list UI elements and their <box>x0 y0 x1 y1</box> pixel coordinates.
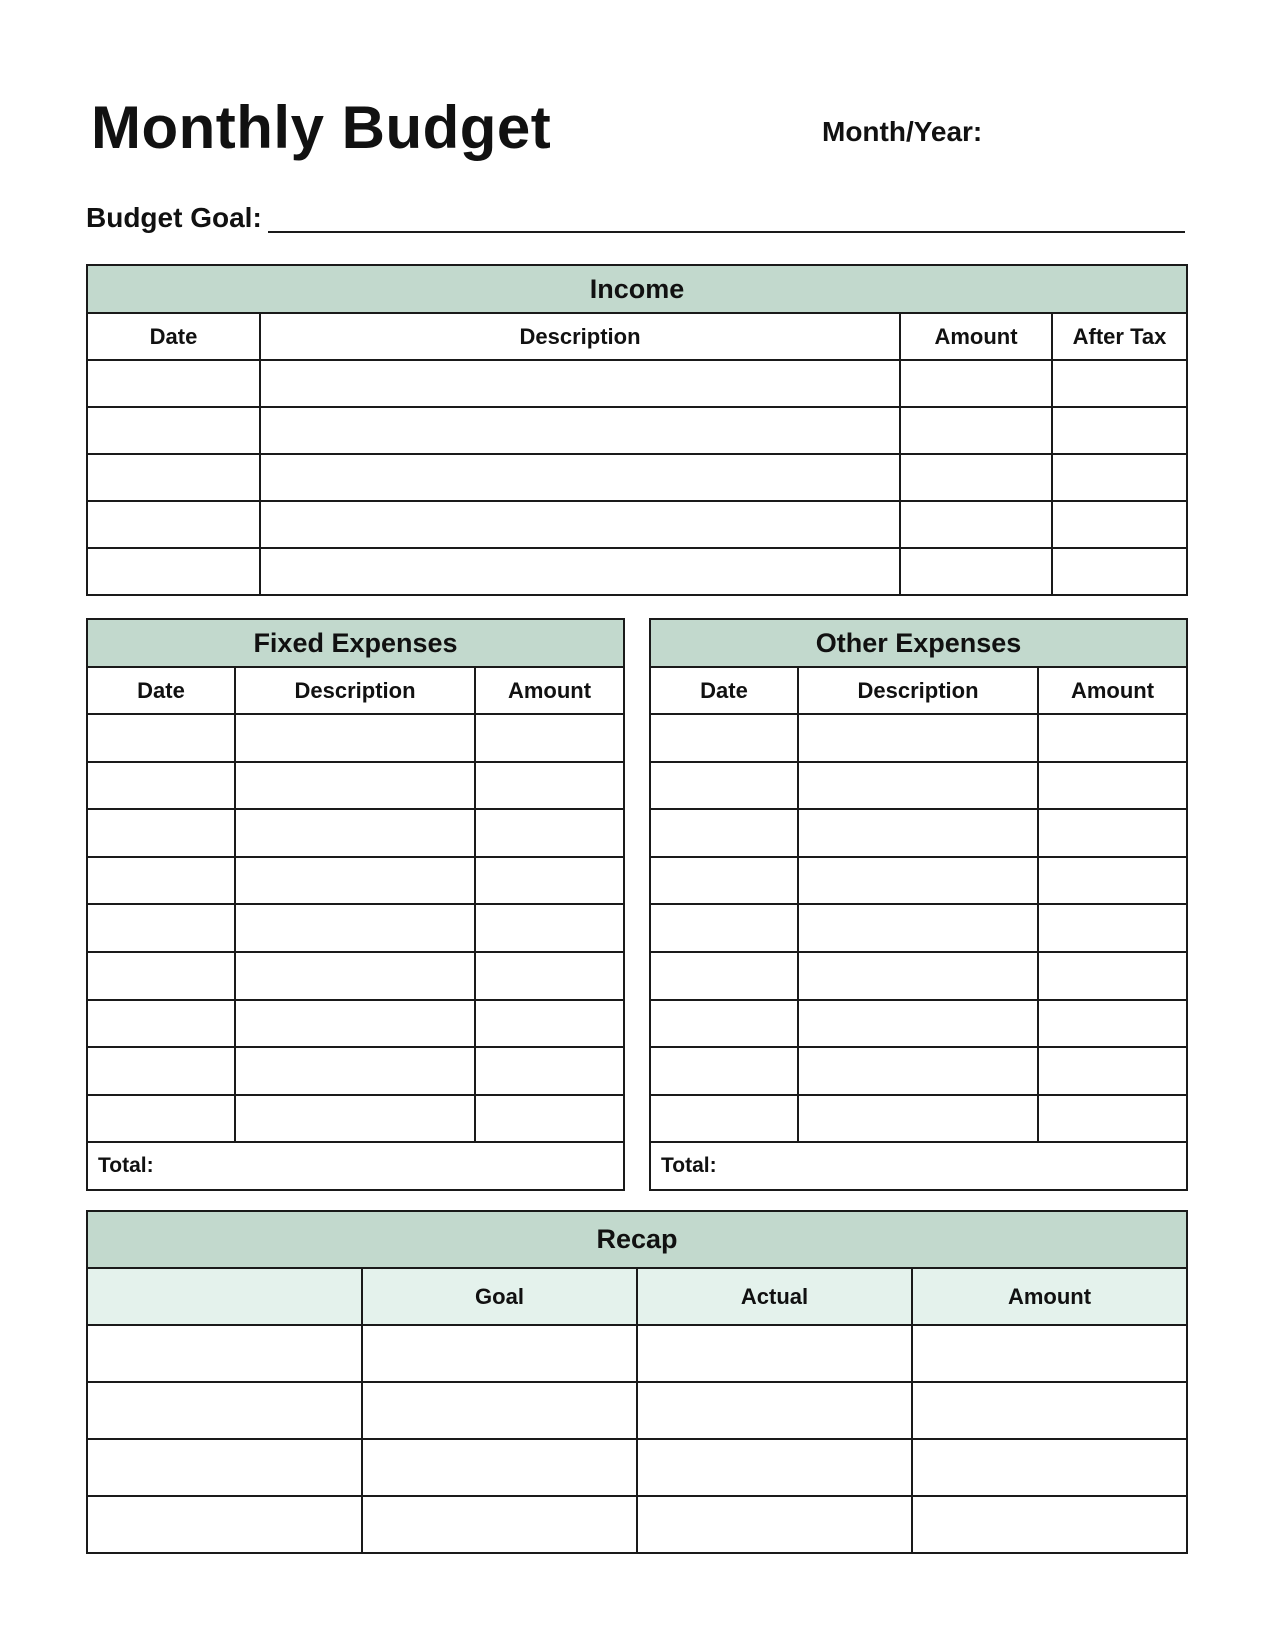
table-cell[interactable] <box>87 952 235 1000</box>
table-cell[interactable] <box>1038 1000 1187 1048</box>
table-cell[interactable] <box>1052 407 1187 454</box>
table-row <box>87 762 624 810</box>
other-col-date: Date <box>650 667 798 714</box>
table-row <box>650 1047 1187 1095</box>
table-cell[interactable] <box>87 1000 235 1048</box>
budget-goal-label: Budget Goal: <box>86 202 262 233</box>
table-cell[interactable] <box>87 1496 362 1553</box>
other-expenses-table <box>649 618 1188 1191</box>
table-cell[interactable] <box>1038 1047 1187 1095</box>
fixed-expenses-table <box>86 618 625 1191</box>
other-expenses-title: Other Expenses <box>650 619 1187 667</box>
table-cell[interactable] <box>912 1496 1187 1553</box>
table-cell[interactable] <box>87 407 260 454</box>
table-cell[interactable] <box>900 454 1052 501</box>
table-cell[interactable] <box>650 809 798 857</box>
table-cell[interactable] <box>637 1325 912 1382</box>
table-cell[interactable] <box>87 548 260 595</box>
table-cell[interactable] <box>637 1382 912 1439</box>
fixed-col-description: Description <box>235 667 475 714</box>
table-cell[interactable] <box>87 857 235 905</box>
table-row <box>87 714 624 762</box>
table-cell[interactable] <box>1038 904 1187 952</box>
table-row <box>87 1382 1187 1439</box>
table-cell[interactable] <box>1052 360 1187 407</box>
table-row <box>87 407 1187 454</box>
table-cell[interactable] <box>87 904 235 952</box>
budget-goal-line[interactable] <box>268 231 1185 233</box>
table-cell[interactable] <box>475 714 624 762</box>
table-cell[interactable] <box>235 904 475 952</box>
month-year-label: Month/Year: <box>822 116 983 147</box>
table-row <box>87 501 1187 548</box>
other-col-amount: Amount <box>1038 667 1187 714</box>
table-cell[interactable] <box>650 904 798 952</box>
table-cell[interactable] <box>475 857 624 905</box>
table-row <box>87 360 1187 407</box>
table-row <box>87 1095 624 1143</box>
table-cell[interactable] <box>362 1496 637 1553</box>
table-cell[interactable] <box>475 809 624 857</box>
table-row <box>87 1047 624 1095</box>
fixed-expenses-title: Fixed Expenses <box>87 619 624 667</box>
table-row <box>87 1496 1187 1553</box>
table-row <box>650 1000 1187 1048</box>
table-cell[interactable] <box>798 857 1038 905</box>
table-row <box>87 454 1187 501</box>
table-cell[interactable] <box>87 1095 235 1143</box>
table-row <box>87 1439 1187 1496</box>
table-cell[interactable] <box>87 454 260 501</box>
table-cell[interactable] <box>798 762 1038 810</box>
other-col-description: Description <box>798 667 1038 714</box>
table-cell[interactable] <box>912 1439 1187 1496</box>
table-cell[interactable] <box>475 952 624 1000</box>
table-cell[interactable] <box>260 501 900 548</box>
table-cell[interactable] <box>260 360 900 407</box>
table-cell[interactable] <box>650 762 798 810</box>
other-total-label: Total: <box>661 1154 717 1178</box>
table-cell[interactable] <box>900 360 1052 407</box>
table-cell[interactable] <box>475 904 624 952</box>
table-row <box>87 952 624 1000</box>
table-cell[interactable] <box>235 809 475 857</box>
recap-table <box>86 1210 1188 1554</box>
table-cell[interactable] <box>87 714 235 762</box>
other-expenses-total[interactable] <box>650 1142 1187 1190</box>
recap-col-blank <box>87 1268 362 1325</box>
table-cell[interactable] <box>235 762 475 810</box>
table-cell[interactable] <box>798 1095 1038 1143</box>
recap-col-amount: Amount <box>912 1268 1187 1325</box>
table-cell[interactable] <box>650 952 798 1000</box>
table-cell[interactable] <box>87 762 235 810</box>
table-cell[interactable] <box>798 1047 1038 1095</box>
table-cell[interactable] <box>87 1325 362 1382</box>
table-cell[interactable] <box>798 1000 1038 1048</box>
page-title: Monthly Budget <box>91 94 552 161</box>
table-cell[interactable] <box>650 857 798 905</box>
table-row <box>87 904 624 952</box>
table-row <box>650 952 1187 1000</box>
table-cell[interactable] <box>1038 857 1187 905</box>
table-cell[interactable] <box>650 714 798 762</box>
table-cell[interactable] <box>900 501 1052 548</box>
table-row <box>87 809 624 857</box>
table-cell[interactable] <box>87 501 260 548</box>
table-cell[interactable] <box>1038 762 1187 810</box>
table-cell[interactable] <box>362 1325 637 1382</box>
income-col-date: Date <box>87 313 260 360</box>
table-row <box>87 1000 624 1048</box>
table-cell[interactable] <box>637 1496 912 1553</box>
table-cell[interactable] <box>235 1047 475 1095</box>
table-cell[interactable] <box>362 1439 637 1496</box>
table-row <box>650 904 1187 952</box>
fixed-total-label: Total: <box>98 1154 154 1178</box>
table-cell[interactable] <box>650 1000 798 1048</box>
table-cell[interactable] <box>87 1439 362 1496</box>
table-cell[interactable] <box>87 360 260 407</box>
table-cell[interactable] <box>900 407 1052 454</box>
table-cell[interactable] <box>235 952 475 1000</box>
table-cell[interactable] <box>87 1382 362 1439</box>
table-cell[interactable] <box>1052 501 1187 548</box>
table-cell[interactable] <box>475 1095 624 1143</box>
table-row <box>650 809 1187 857</box>
table-row <box>87 1325 1187 1382</box>
table-cell[interactable] <box>798 904 1038 952</box>
table-cell[interactable] <box>260 407 900 454</box>
table-cell[interactable] <box>362 1382 637 1439</box>
fixed-col-amount: Amount <box>475 667 624 714</box>
table-cell[interactable] <box>235 1095 475 1143</box>
table-cell[interactable] <box>1038 714 1187 762</box>
table-cell[interactable] <box>260 548 900 595</box>
table-cell[interactable] <box>475 1047 624 1095</box>
table-cell[interactable] <box>798 809 1038 857</box>
table-cell[interactable] <box>1038 809 1187 857</box>
table-cell[interactable] <box>235 714 475 762</box>
table-cell[interactable] <box>475 1000 624 1048</box>
table-cell[interactable] <box>475 762 624 810</box>
fixed-expenses-total[interactable] <box>87 1142 624 1190</box>
fixed-col-date: Date <box>87 667 235 714</box>
table-cell[interactable] <box>1052 548 1187 595</box>
table-cell[interactable] <box>798 714 1038 762</box>
table-cell[interactable] <box>260 454 900 501</box>
table-row <box>87 548 1187 595</box>
income-title: Income <box>87 265 1187 313</box>
recap-col-actual: Actual <box>637 1268 912 1325</box>
income-table <box>86 264 1188 596</box>
income-col-description: Description <box>260 313 900 360</box>
table-cell[interactable] <box>1038 1095 1187 1143</box>
table-cell[interactable] <box>912 1325 1187 1382</box>
table-cell[interactable] <box>87 1047 235 1095</box>
table-cell[interactable] <box>235 857 475 905</box>
table-row <box>650 857 1187 905</box>
table-cell[interactable] <box>637 1439 912 1496</box>
table-cell[interactable] <box>1052 454 1187 501</box>
table-row <box>650 714 1187 762</box>
table-cell[interactable] <box>798 952 1038 1000</box>
table-row <box>650 1095 1187 1143</box>
table-row <box>87 857 624 905</box>
table-cell[interactable] <box>87 809 235 857</box>
table-cell[interactable] <box>650 1047 798 1095</box>
table-cell[interactable] <box>650 1095 798 1143</box>
table-cell[interactable] <box>1038 952 1187 1000</box>
income-col-after-tax: After Tax <box>1052 313 1187 360</box>
income-col-amount: Amount <box>900 313 1052 360</box>
recap-col-goal: Goal <box>362 1268 637 1325</box>
recap-title: Recap <box>87 1211 1187 1268</box>
table-cell[interactable] <box>235 1000 475 1048</box>
table-row <box>650 762 1187 810</box>
table-cell[interactable] <box>900 548 1052 595</box>
table-cell[interactable] <box>912 1382 1187 1439</box>
